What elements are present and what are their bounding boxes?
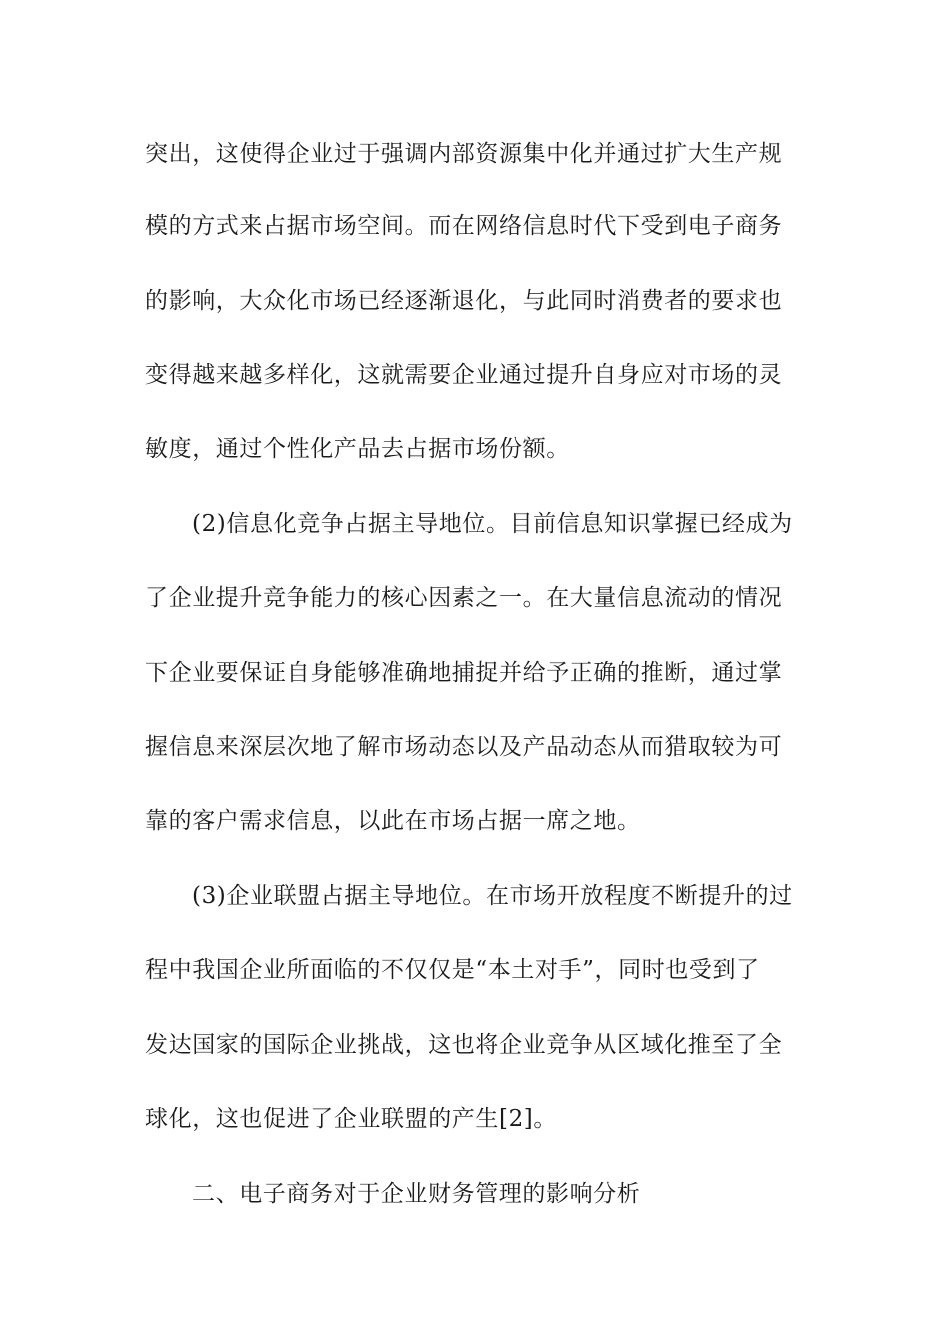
text-line: 了企业提升竞争能力的核心因素之一。在大量信息流动的情况 bbox=[145, 585, 783, 611]
text-line: 发达国家的国际企业挑战，这也将企业竞争从区域化推至了全 bbox=[145, 1032, 783, 1058]
section-heading: 二、电子商务对于企业财务管理的影响分析 bbox=[192, 1181, 641, 1207]
text-line: 模的方式来占据市场空间。而在网络信息时代下受到电子商务 bbox=[145, 213, 783, 239]
text-line: 靠的客户需求信息，以此在市场占据一席之地。 bbox=[145, 808, 641, 834]
text-line: 下企业要保证自身能够准确地捕捉并给予正确的推断，通过掌 bbox=[145, 660, 783, 686]
paragraph-start-line: (3)企业联盟占据主导地位。在市场开放程度不断提升的过 bbox=[192, 883, 793, 909]
text-line: 握信息来深层次地了解市场动态以及产品动态从而猎取较为可 bbox=[145, 734, 783, 760]
text-line: 突出，这使得企业过于强调内部资源集中化并通过扩大生产规 bbox=[145, 141, 783, 167]
paragraph-start-line: (2)信息化竞争占据主导地位。目前信息知识掌握已经成为 bbox=[192, 511, 793, 537]
text-line: 变得越来越多样化，这就需要企业通过提升自身应对市场的灵 bbox=[145, 362, 783, 388]
text-line: 球化，这也促进了企业联盟的产生[2]。 bbox=[145, 1106, 557, 1132]
text-line: 的影响，大众化市场已经逐渐退化，与此同时消费者的要求也 bbox=[145, 288, 783, 314]
text-line: 程中我国企业所面临的不仅仅是“本土对手”，同时也受到了 bbox=[145, 957, 760, 983]
text-line: 敏度，通过个性化产品去占据市场份额。 bbox=[145, 436, 570, 462]
